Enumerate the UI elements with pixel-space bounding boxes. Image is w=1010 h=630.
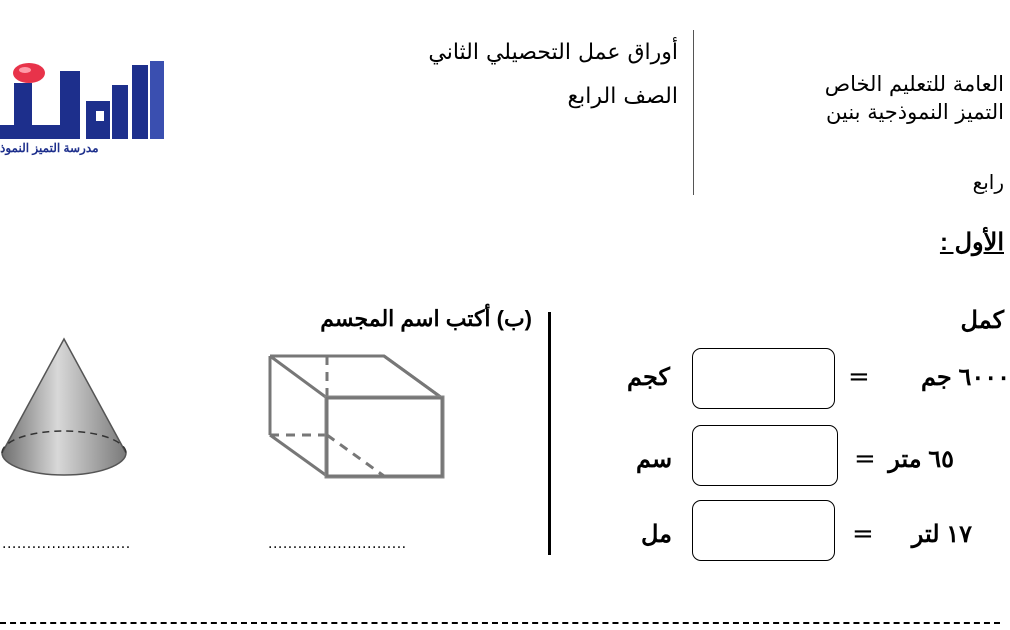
section-divider [548, 312, 551, 555]
page-separator [0, 622, 1000, 624]
conversion-unit-1: كجم [627, 364, 670, 391]
grade-line: رابع [972, 170, 1004, 194]
conversion-unit-3: مل [641, 521, 673, 548]
answer-box-3[interactable] [692, 500, 835, 561]
ministry-line: العامة للتعليم الخاص [824, 72, 1004, 96]
question-title: الأول : [939, 229, 1004, 256]
part-a-label: كمل [960, 307, 1004, 334]
conversion-given-3: ١٧ لتر [911, 521, 972, 548]
worksheet-title: أوراق عمل التحصيلي الثاني [428, 40, 678, 65]
logo-caption: مدرسة التميز النموذ [0, 141, 99, 155]
cone-answer-line[interactable]: .......................... [2, 536, 131, 552]
equals-sign-2: = [854, 444, 876, 474]
cube-answer-line[interactable]: ............................ [268, 536, 407, 552]
equals-sign-3: = [852, 519, 874, 549]
part-b-label: (ب) أكتب اسم المجسم [320, 306, 532, 331]
school-logo [0, 55, 185, 165]
conversion-given-1: ٦٠٠٠ جم [920, 364, 1010, 391]
answer-box-1[interactable] [692, 348, 835, 409]
header-divider [693, 30, 694, 195]
grade-label: الصف الرابع [567, 84, 678, 109]
school-name-line: التميز النموذجية بنين [826, 100, 1004, 124]
cone-icon [0, 335, 140, 495]
logo-emblem-icon [0, 55, 185, 155]
conversion-given-2: ٦٥ متر [888, 446, 954, 473]
conversion-unit-2: سم [636, 446, 673, 473]
answer-box-2[interactable] [692, 425, 838, 486]
equals-sign-1: = [848, 362, 870, 392]
cube-icon [262, 348, 462, 488]
